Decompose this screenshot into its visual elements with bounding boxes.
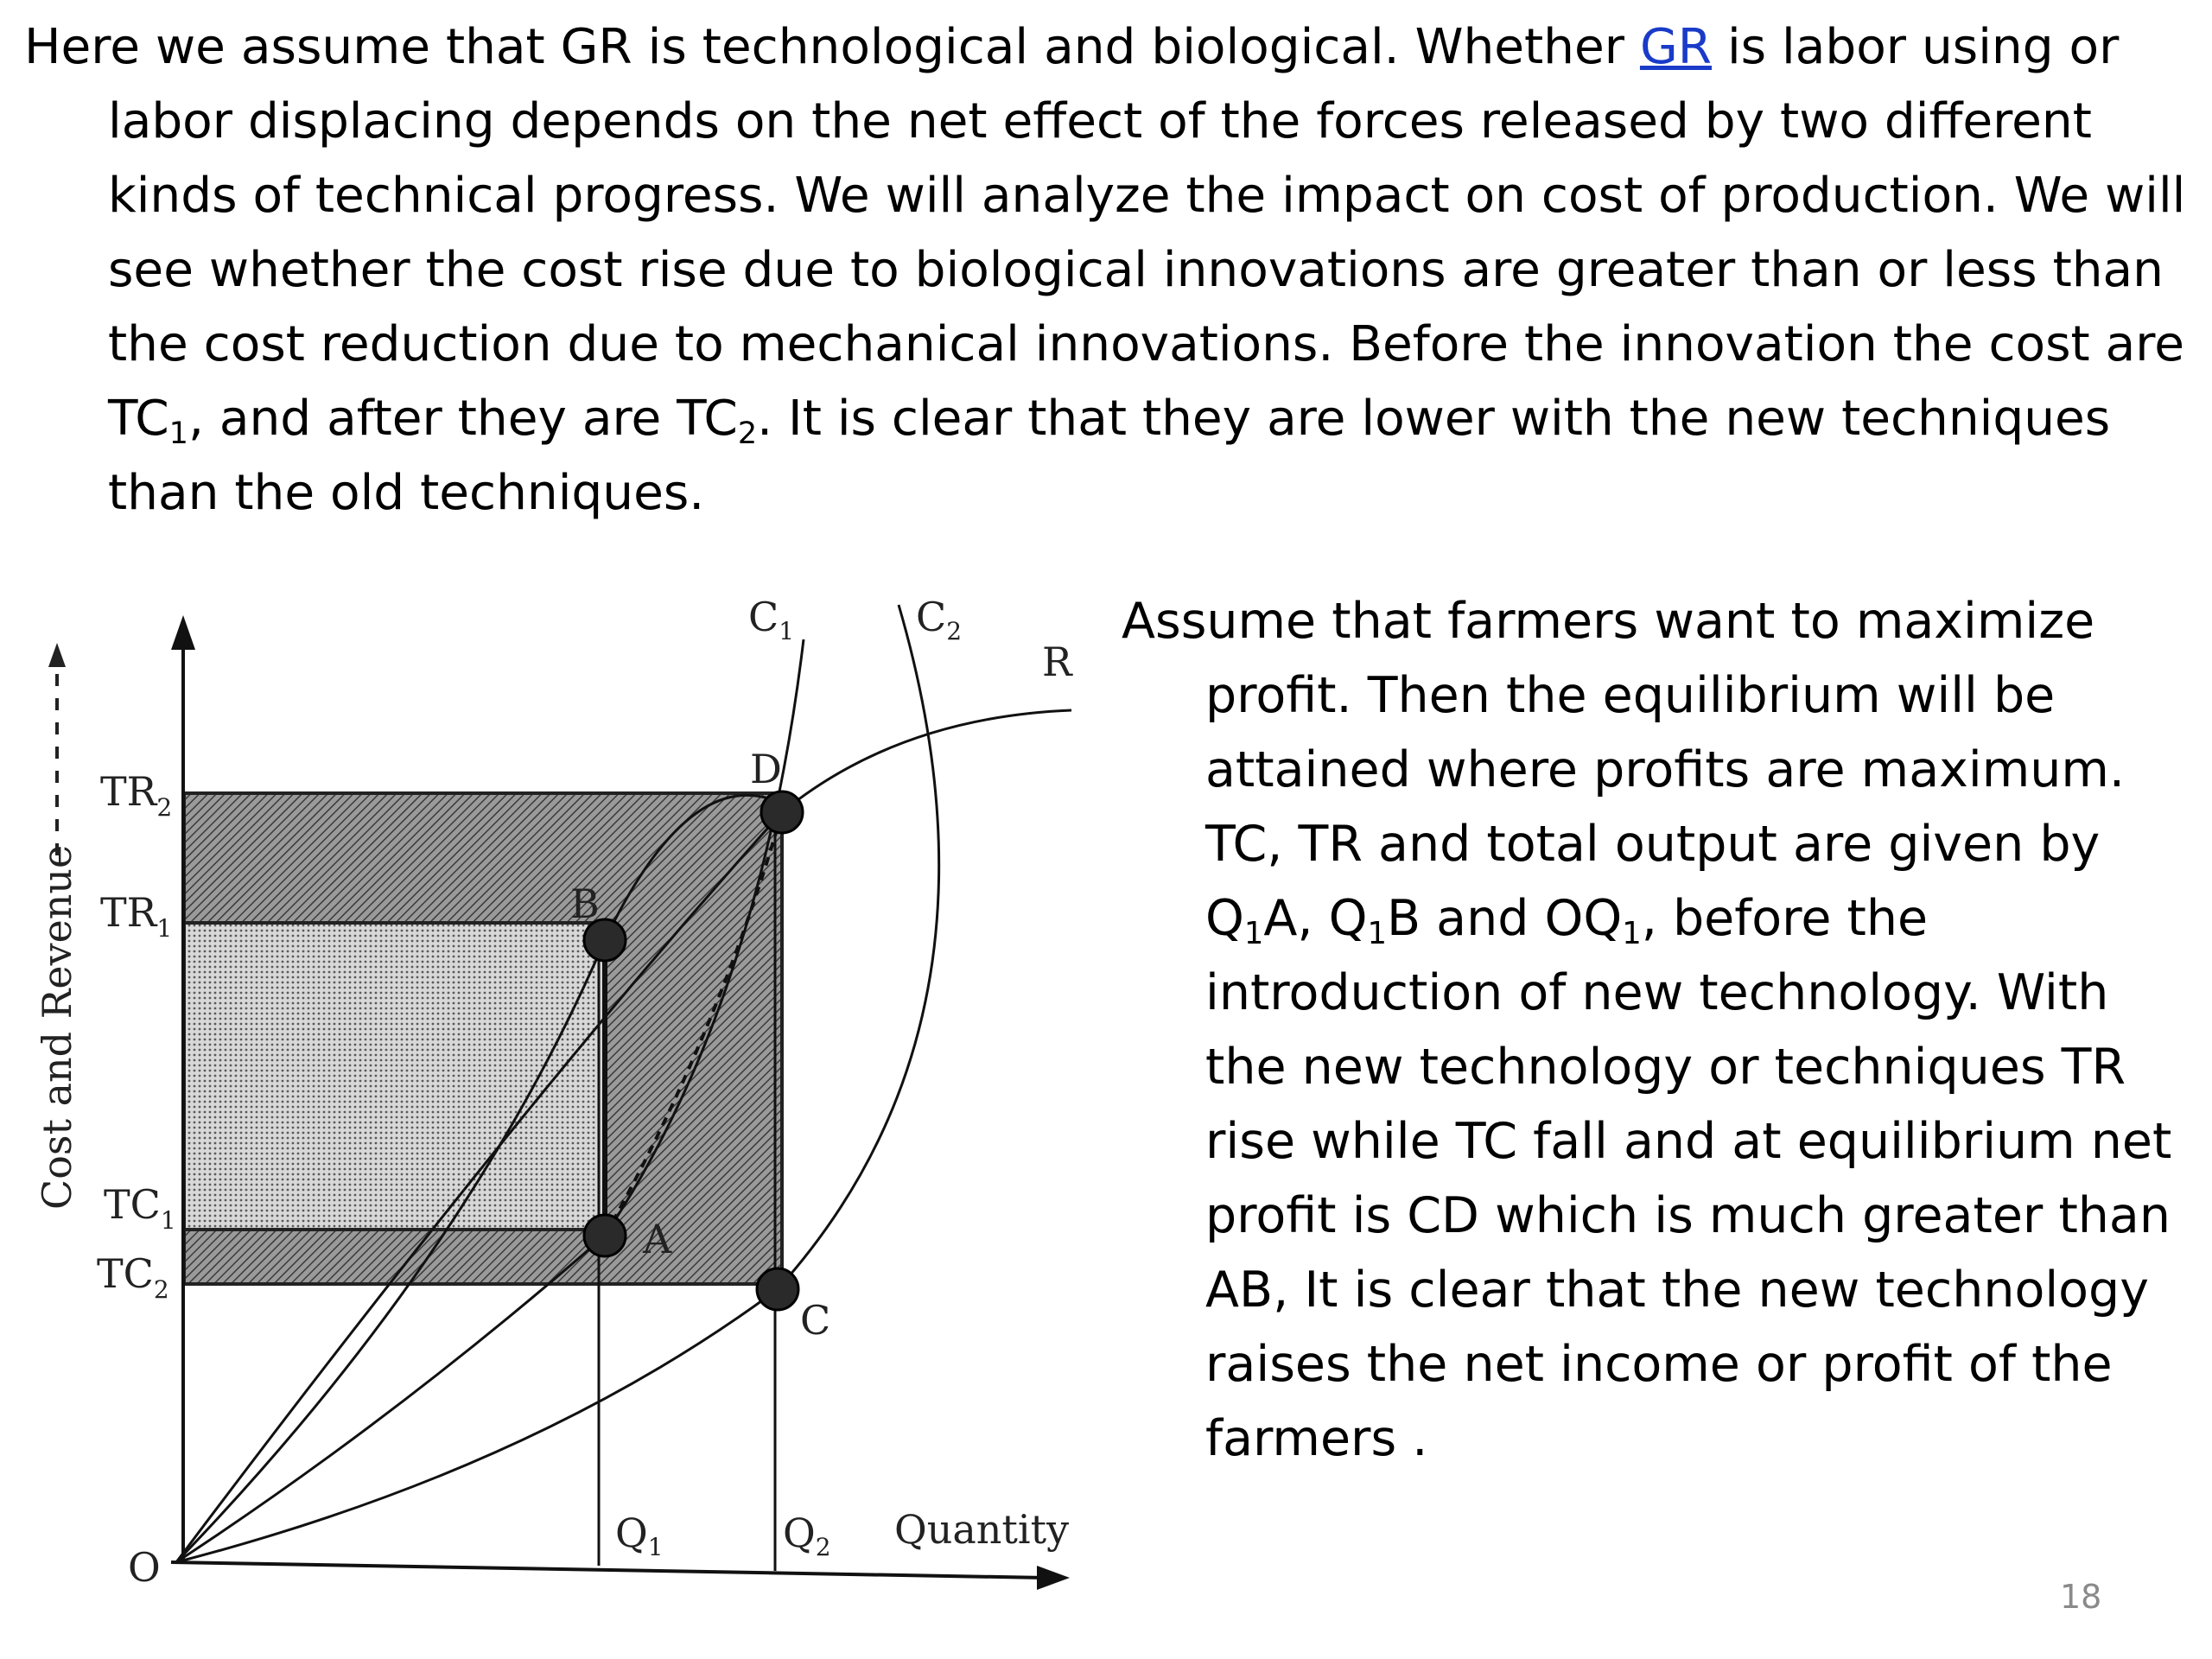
y-axis-arrow [171, 615, 195, 650]
tick-tc1: $TC_1$ [104, 1181, 176, 1235]
y-axis-label: Cost and Revenue [34, 844, 80, 1210]
gr-link[interactable]: GR [1639, 19, 1712, 75]
x-axis [171, 1562, 1046, 1578]
tick-q1: $Q_1$ [615, 1510, 664, 1561]
label-point-d: D [750, 746, 782, 792]
point-a [584, 1215, 626, 1256]
tick-tc2: $TC_2$ [97, 1250, 169, 1304]
label-point-a: A [643, 1216, 672, 1262]
intro-text-1: Here we assume that GR is technological and biological. Whether [24, 19, 1640, 75]
intro-text-4: . It is clear that they are lower with the new techniques than the old techniques. [108, 391, 2111, 521]
oq1-subscript: 1 [1622, 915, 1642, 951]
label-point-c: C [800, 1297, 831, 1344]
q1-subscript-b: 1 [1367, 915, 1387, 951]
label-point-b: B [570, 880, 600, 927]
intro-text-3: , and after they are TC [188, 391, 738, 447]
tick-q2: $Q_2$ [783, 1510, 831, 1561]
label-r: R [1042, 639, 1072, 685]
q1-subscript-a: 1 [1243, 915, 1264, 951]
eq-text-3: B and OQ [1386, 890, 1623, 947]
point-d [761, 791, 803, 833]
intro-text-2: is labor using or labor displacing depends on the net effect of the forces released by two different kinds of technical progress. We will analyze the impact on cost of production. We will see whether the cost rise due to biological innovations are greater than or less than the cost reduction due to mechanical innovations. Before the innovation the cost are TC [108, 19, 2186, 447]
tc1-subscript: 1 [168, 415, 188, 451]
tc2-subscript: 2 [737, 415, 758, 451]
label-c1: $C_1$ [748, 594, 795, 645]
eq-text-1: Assume that farmers want to maximize profit. Then the equilibrium will be attained where profits are maximum. TC, TR and total output are given by Q [1122, 593, 2125, 947]
tick-tr2: $TR_2$ [100, 768, 173, 822]
area-old-profit [184, 923, 606, 1230]
tick-tr1: $TR_1$ [100, 889, 173, 943]
origin-label: O [128, 1544, 161, 1591]
x-axis-label: Quantity [894, 1506, 1070, 1553]
label-c2: $C_2$ [916, 594, 963, 645]
y-label-arrow [48, 643, 66, 667]
point-c [757, 1268, 798, 1310]
slide-number: 18 [2060, 1578, 2102, 1616]
eq-text-2: A, Q [1263, 890, 1368, 947]
x-axis-arrow [1037, 1566, 1070, 1590]
eq-text-4: , before the introduction of new technology. With the new technology or techniques TR rise while TC fall and at equilibrium net profit is CD which is much greater than AB, It is clear that the new technology raises the net income or profit of the farmers . [1205, 890, 2172, 1467]
